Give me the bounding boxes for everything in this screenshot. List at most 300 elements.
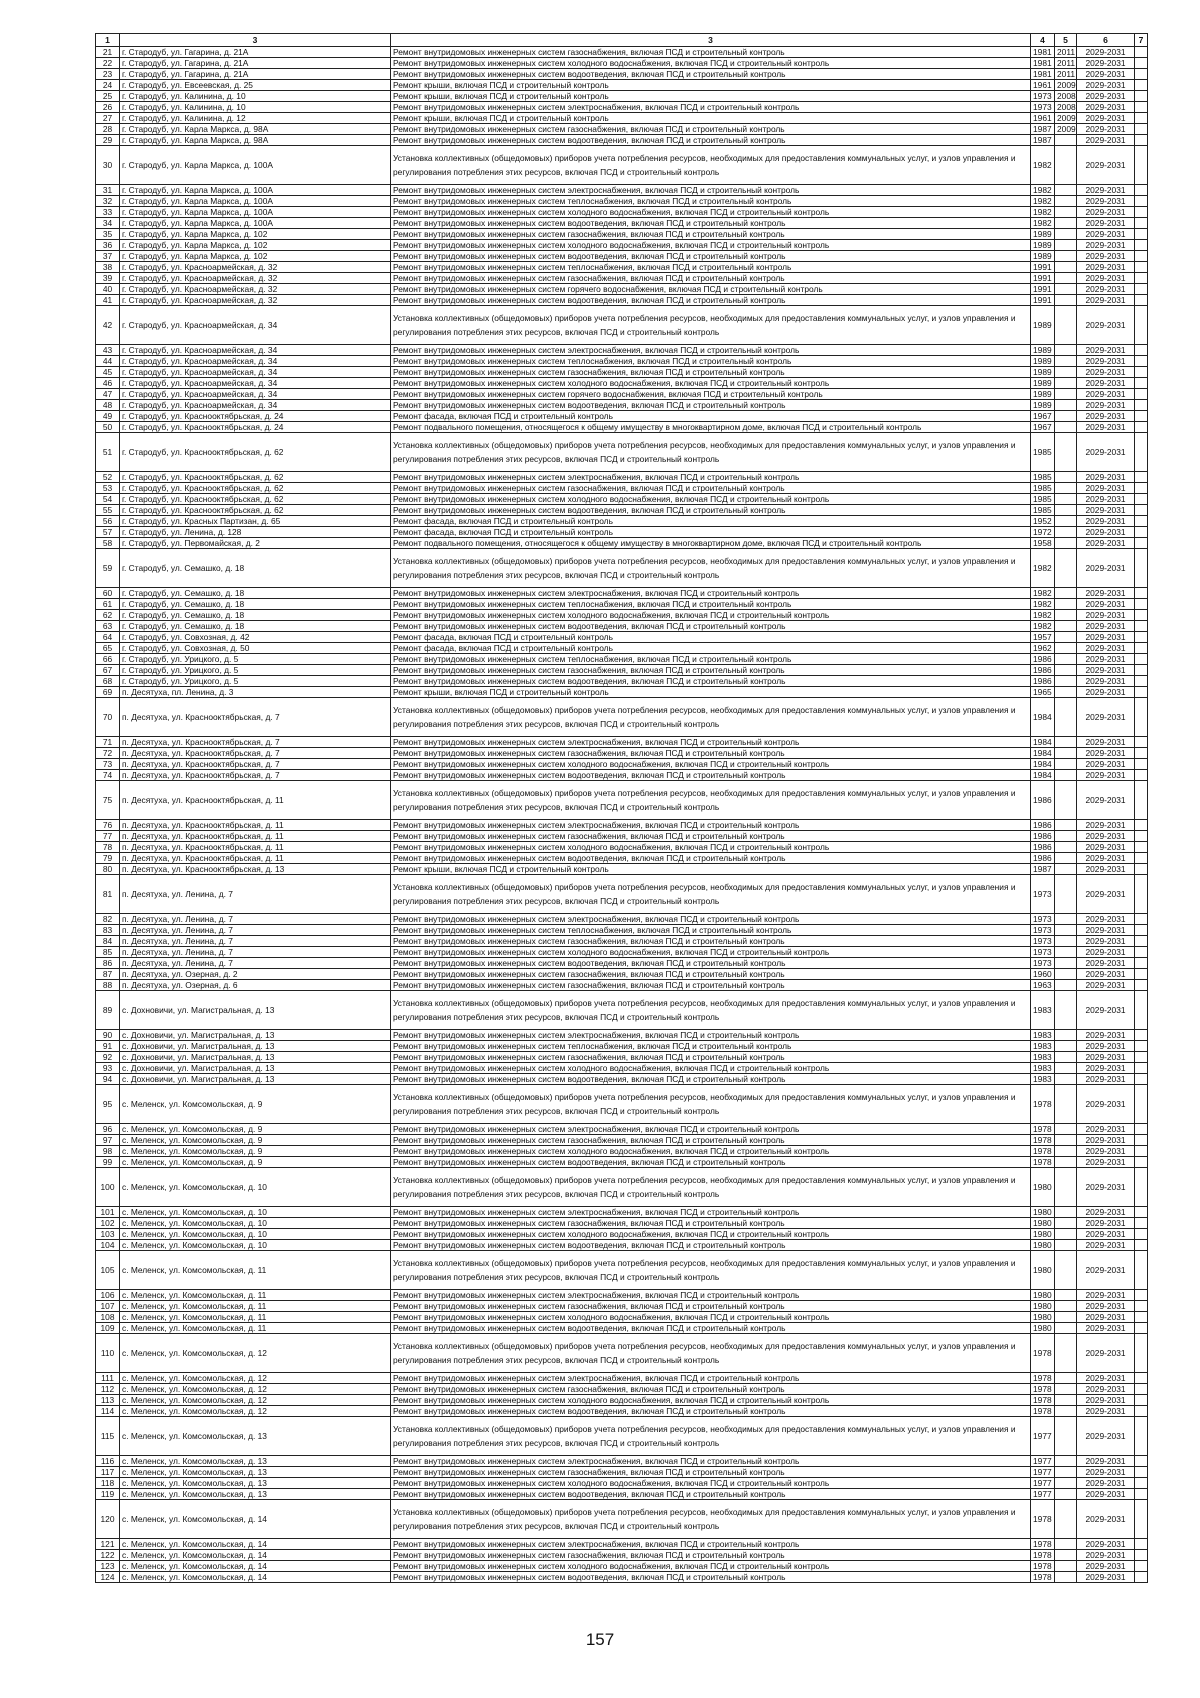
period-cell: 2029-2031	[1077, 632, 1135, 643]
address-cell: г. Стародуб, ул. Семашко, д. 18	[120, 621, 391, 632]
table-row	[96, 196, 1148, 207]
blank-cell	[1135, 925, 1148, 936]
table-row	[96, 654, 1148, 665]
blank-cell	[1135, 284, 1148, 295]
period-cell: 2029-2031	[1077, 853, 1135, 864]
table-row	[96, 1312, 1148, 1323]
work-type-cell: Ремонт внутридомовых инженерных систем холодного водоснабжения, включая ПСД и строительный контроль	[391, 1561, 1031, 1572]
row-number: 58	[96, 538, 120, 549]
blank-cell	[1135, 1334, 1148, 1373]
table-row	[96, 389, 1148, 400]
row-number: 115	[96, 1417, 120, 1456]
work-type-cell: Установка коллективных (общедомовых) приборов учета потребления ресурсов, необходимых для предоставления коммунальных услуг, и узлов управления и регулирования потребления этих ресурсов, включая ПСД и строительный контроль	[391, 991, 1031, 1030]
last-repair-year-cell	[1055, 781, 1077, 820]
build-year-cell: 1985	[1031, 433, 1055, 472]
address-cell: г. Стародуб, ул. Красноармейская, д. 34	[120, 378, 391, 389]
work-type-cell: Ремонт внутридомовых инженерных систем электроснабжения, включая ПСД и строительный контроль	[391, 1373, 1031, 1384]
last-repair-year-cell	[1055, 306, 1077, 345]
last-repair-year-cell	[1055, 1218, 1077, 1229]
row-number: 41	[96, 295, 120, 306]
last-repair-year-cell	[1055, 251, 1077, 262]
row-number: 24	[96, 80, 120, 91]
build-year-cell: 1986	[1031, 676, 1055, 687]
work-type-cell: Ремонт внутридомовых инженерных систем водоотведения, включая ПСД и строительный контроль	[391, 676, 1031, 687]
last-repair-year-cell	[1055, 1085, 1077, 1124]
header-cell: 4	[1031, 34, 1055, 47]
last-repair-year-cell	[1055, 1395, 1077, 1406]
last-repair-year-cell	[1055, 665, 1077, 676]
row-number: 61	[96, 599, 120, 610]
build-year-cell: 1978	[1031, 1406, 1055, 1417]
period-cell: 2029-2031	[1077, 1290, 1135, 1301]
table-row	[96, 400, 1148, 411]
blank-cell	[1135, 621, 1148, 632]
table-row	[96, 1207, 1148, 1218]
work-type-cell: Ремонт внутридомовых инженерных систем газоснабжения, включая ПСД и строительный контроль	[391, 1135, 1031, 1146]
period-cell: 2029-2031	[1077, 527, 1135, 538]
row-number: 47	[96, 389, 120, 400]
address-cell: с. Меленск, ул. Комсомольская, д. 14	[120, 1572, 391, 1583]
blank-cell	[1135, 698, 1148, 737]
build-year-cell: 1982	[1031, 196, 1055, 207]
build-year-cell: 1972	[1031, 527, 1055, 538]
last-repair-year-cell	[1055, 1229, 1077, 1240]
blank-cell	[1135, 91, 1148, 102]
blank-cell	[1135, 853, 1148, 864]
address-cell: г. Стародуб, ул. Карла Маркса, д. 100А	[120, 207, 391, 218]
build-year-cell: 1984	[1031, 737, 1055, 748]
work-type-cell: Ремонт внутридомовых инженерных систем электроснабжения, включая ПСД и строительный контроль	[391, 1290, 1031, 1301]
work-type-cell: Ремонт внутридомовых инженерных систем электроснабжения, включая ПСД и строительный контроль	[391, 345, 1031, 356]
address-cell: с. Меленск, ул. Комсомольская, д. 11	[120, 1251, 391, 1290]
last-repair-year-cell	[1055, 1290, 1077, 1301]
build-year-cell: 1978	[1031, 1539, 1055, 1550]
build-year-cell: 1991	[1031, 295, 1055, 306]
row-number: 94	[96, 1074, 120, 1085]
period-cell: 2029-2031	[1077, 842, 1135, 853]
table-row	[96, 1550, 1148, 1561]
last-repair-year-cell	[1055, 378, 1077, 389]
build-year-cell: 1982	[1031, 599, 1055, 610]
table-row	[96, 1218, 1148, 1229]
blank-cell	[1135, 820, 1148, 831]
address-cell: с. Меленск, ул. Комсомольская, д. 10	[120, 1207, 391, 1218]
address-cell: г. Стародуб, ул. Краснооктябрьская, д. 62	[120, 494, 391, 505]
work-type-cell: Установка коллективных (общедомовых) приборов учета потребления ресурсов, необходимых для предоставления коммунальных услуг, и узлов управления и регулирования потребления этих ресурсов, включая ПСД и строительный контроль	[391, 306, 1031, 345]
period-cell: 2029-2031	[1077, 864, 1135, 875]
work-type-cell: Ремонт внутридомовых инженерных систем водоотведения, включая ПСД и строительный контроль	[391, 1489, 1031, 1500]
address-cell: г. Стародуб, ул. Семашко, д. 18	[120, 549, 391, 588]
period-cell: 2029-2031	[1077, 102, 1135, 113]
row-number: 38	[96, 262, 120, 273]
build-year-cell: 1980	[1031, 1290, 1055, 1301]
blank-cell	[1135, 113, 1148, 124]
build-year-cell: 1989	[1031, 306, 1055, 345]
period-cell: 2029-2031	[1077, 1572, 1135, 1583]
blank-cell	[1135, 958, 1148, 969]
work-type-cell: Ремонт внутридомовых инженерных систем водоотведения, включая ПСД и строительный контроль	[391, 218, 1031, 229]
work-type-cell: Ремонт внутридомовых инженерных систем теплоснабжения, включая ПСД и строительный контроль	[391, 262, 1031, 273]
last-repair-year-cell	[1055, 654, 1077, 665]
period-cell: 2029-2031	[1077, 1052, 1135, 1063]
build-year-cell: 1978	[1031, 1146, 1055, 1157]
build-year-cell: 1957	[1031, 632, 1055, 643]
blank-cell	[1135, 1063, 1148, 1074]
period-cell: 2029-2031	[1077, 980, 1135, 991]
build-year-cell: 1982	[1031, 207, 1055, 218]
period-cell: 2029-2031	[1077, 400, 1135, 411]
row-number: 82	[96, 914, 120, 925]
last-repair-year-cell	[1055, 1157, 1077, 1168]
period-cell: 2029-2031	[1077, 1384, 1135, 1395]
address-cell: г. Стародуб, ул. Красноармейская, д. 34	[120, 306, 391, 345]
period-cell: 2029-2031	[1077, 549, 1135, 588]
header-row	[96, 34, 1148, 47]
build-year-cell: 1989	[1031, 229, 1055, 240]
row-number: 117	[96, 1467, 120, 1478]
blank-cell	[1135, 1467, 1148, 1478]
blank-cell	[1135, 1168, 1148, 1207]
address-cell: с. Меленск, ул. Комсомольская, д. 14	[120, 1561, 391, 1572]
row-number: 71	[96, 737, 120, 748]
period-cell: 2029-2031	[1077, 538, 1135, 549]
address-cell: с. Дохновичи, ул. Магистральная, д. 13	[120, 1041, 391, 1052]
row-number: 78	[96, 842, 120, 853]
last-repair-year-cell	[1055, 914, 1077, 925]
address-cell: с. Меленск, ул. Комсомольская, д. 13	[120, 1489, 391, 1500]
period-cell: 2029-2031	[1077, 759, 1135, 770]
table-row	[96, 1063, 1148, 1074]
row-number: 76	[96, 820, 120, 831]
period-cell: 2029-2031	[1077, 947, 1135, 958]
work-type-cell: Ремонт внутридомовых инженерных систем газоснабжения, включая ПСД и строительный контроль	[391, 969, 1031, 980]
build-year-cell: 1965	[1031, 687, 1055, 698]
row-number: 93	[96, 1063, 120, 1074]
table-row	[96, 1157, 1148, 1168]
address-cell: п. Десятуха, ул. Озерная, д. 6	[120, 980, 391, 991]
period-cell: 2029-2031	[1077, 1406, 1135, 1417]
table-row	[96, 1334, 1148, 1373]
address-cell: г. Стародуб, ул. Карла Маркса, д. 100А	[120, 146, 391, 185]
work-type-cell: Ремонт внутридомовых инженерных систем водоотведения, включая ПСД и строительный контроль	[391, 1074, 1031, 1085]
period-cell: 2029-2031	[1077, 1085, 1135, 1124]
table-row	[96, 875, 1148, 914]
work-type-cell: Ремонт внутридомовых инженерных систем теплоснабжения, включая ПСД и строительный контроль	[391, 599, 1031, 610]
work-type-cell: Ремонт внутридомовых инженерных систем водоотведения, включая ПСД и строительный контроль	[391, 69, 1031, 80]
work-type-cell: Ремонт внутридомовых инженерных систем горячего водоснабжения, включая ПСД и строительный контроль	[391, 389, 1031, 400]
row-number: 104	[96, 1240, 120, 1251]
row-number: 33	[96, 207, 120, 218]
last-repair-year-cell	[1055, 1478, 1077, 1489]
work-type-cell: Установка коллективных (общедомовых) приборов учета потребления ресурсов, необходимых для предоставления коммунальных услуг, и узлов управления и регулирования потребления этих ресурсов, включая ПСД и строительный контроль	[391, 1168, 1031, 1207]
address-cell: п. Десятуха, ул. Ленина, д. 7	[120, 936, 391, 947]
period-cell: 2029-2031	[1077, 1395, 1135, 1406]
table-row	[96, 1146, 1148, 1157]
table-row	[96, 737, 1148, 748]
table-row	[96, 632, 1148, 643]
period-cell: 2029-2031	[1077, 389, 1135, 400]
build-year-cell: 1989	[1031, 389, 1055, 400]
last-repair-year-cell	[1055, 1334, 1077, 1373]
period-cell: 2029-2031	[1077, 665, 1135, 676]
blank-cell	[1135, 1312, 1148, 1323]
work-type-cell: Ремонт внутридомовых инженерных систем газоснабжения, включая ПСД и строительный контроль	[391, 483, 1031, 494]
build-year-cell: 1978	[1031, 1572, 1055, 1583]
address-cell: п. Десятуха, ул. Ленина, д. 7	[120, 914, 391, 925]
blank-cell	[1135, 665, 1148, 676]
table-row	[96, 820, 1148, 831]
build-year-cell: 1989	[1031, 367, 1055, 378]
build-year-cell: 1980	[1031, 1240, 1055, 1251]
work-type-cell: Ремонт подвального помещения, относящегося к общему имуществу в многоквартирном доме, включая ПСД и строительный контроль	[391, 538, 1031, 549]
build-year-cell: 1977	[1031, 1417, 1055, 1456]
address-cell: г. Стародуб, ул. Урицкого, д. 5	[120, 676, 391, 687]
address-cell: г. Стародуб, ул. Карла Маркса, д. 98А	[120, 135, 391, 146]
blank-cell	[1135, 1417, 1148, 1456]
row-number: 112	[96, 1384, 120, 1395]
table-row	[96, 1467, 1148, 1478]
address-cell: с. Меленск, ул. Комсомольская, д. 10	[120, 1240, 391, 1251]
work-type-cell: Ремонт внутридомовых инженерных систем водоотведения, включая ПСД и строительный контроль	[391, 1157, 1031, 1168]
row-number: 102	[96, 1218, 120, 1229]
work-type-cell: Ремонт внутридомовых инженерных систем горячего водоснабжения, включая ПСД и строительный контроль	[391, 284, 1031, 295]
last-repair-year-cell	[1055, 1041, 1077, 1052]
build-year-cell: 1982	[1031, 610, 1055, 621]
address-cell: г. Стародуб, ул. Краснооктябрьская, д. 62	[120, 483, 391, 494]
last-repair-year-cell	[1055, 1572, 1077, 1583]
build-year-cell: 1986	[1031, 842, 1055, 853]
blank-cell	[1135, 207, 1148, 218]
build-year-cell: 1977	[1031, 1489, 1055, 1500]
period-cell: 2029-2031	[1077, 196, 1135, 207]
blank-cell	[1135, 1218, 1148, 1229]
work-type-cell: Ремонт внутридомовых инженерных систем водоотведения, включая ПСД и строительный контроль	[391, 505, 1031, 516]
blank-cell	[1135, 505, 1148, 516]
work-type-cell: Ремонт фасада, включая ПСД и строительный контроль	[391, 643, 1031, 654]
work-type-cell: Ремонт внутридомовых инженерных систем газоснабжения, включая ПСД и строительный контроль	[391, 1218, 1031, 1229]
work-type-cell: Ремонт внутридомовых инженерных систем электроснабжения, включая ПСД и строительный контроль	[391, 914, 1031, 925]
period-cell: 2029-2031	[1077, 378, 1135, 389]
work-type-cell: Ремонт внутридомовых инженерных систем холодного водоснабжения, включая ПСД и строительный контроль	[391, 378, 1031, 389]
last-repair-year-cell	[1055, 687, 1077, 698]
work-type-cell: Ремонт внутридомовых инженерных систем электроснабжения, включая ПСД и строительный контроль	[391, 737, 1031, 748]
work-type-cell: Ремонт внутридомовых инженерных систем холодного водоснабжения, включая ПСД и строительный контроль	[391, 207, 1031, 218]
last-repair-year-cell	[1055, 621, 1077, 632]
blank-cell	[1135, 980, 1148, 991]
build-year-cell: 1980	[1031, 1251, 1055, 1290]
blank-cell	[1135, 378, 1148, 389]
period-cell: 2029-2031	[1077, 588, 1135, 599]
work-type-cell: Установка коллективных (общедомовых) приборов учета потребления ресурсов, необходимых для предоставления коммунальных услуг, и узлов управления и регулирования потребления этих ресурсов, включая ПСД и строительный контроль	[391, 1500, 1031, 1539]
build-year-cell: 1980	[1031, 1207, 1055, 1218]
address-cell: г. Стародуб, ул. Гагарина, д. 21А	[120, 58, 391, 69]
table-row	[96, 676, 1148, 687]
table-row	[96, 610, 1148, 621]
period-cell: 2029-2031	[1077, 1124, 1135, 1135]
work-type-cell: Ремонт внутридомовых инженерных систем водоотведения, включая ПСД и строительный контроль	[391, 1572, 1031, 1583]
work-type-cell: Ремонт внутридомовых инженерных систем электроснабжения, включая ПСД и строительный контроль	[391, 1539, 1031, 1550]
address-cell: с. Меленск, ул. Комсомольская, д. 12	[120, 1395, 391, 1406]
blank-cell	[1135, 356, 1148, 367]
period-cell: 2029-2031	[1077, 676, 1135, 687]
blank-cell	[1135, 1539, 1148, 1550]
last-repair-year-cell	[1055, 1030, 1077, 1041]
address-cell: г. Стародуб, ул. Краснооктябрьская, д. 24	[120, 422, 391, 433]
last-repair-year-cell	[1055, 632, 1077, 643]
address-cell: п. Десятуха, ул. Краснооктябрьская, д. 11	[120, 831, 391, 842]
table-row	[96, 218, 1148, 229]
period-cell: 2029-2031	[1077, 1157, 1135, 1168]
build-year-cell: 1980	[1031, 1301, 1055, 1312]
address-cell: п. Десятуха, ул. Краснооктябрьская, д. 11	[120, 853, 391, 864]
page-number: 157	[585, 1630, 615, 1649]
row-number: 37	[96, 251, 120, 262]
row-number: 28	[96, 124, 120, 135]
last-repair-year-cell	[1055, 599, 1077, 610]
schedule-table	[95, 33, 1148, 1583]
blank-cell	[1135, 1301, 1148, 1312]
last-repair-year-cell: 2011	[1055, 58, 1077, 69]
build-year-cell: 1963	[1031, 980, 1055, 991]
period-cell: 2029-2031	[1077, 1489, 1135, 1500]
period-cell: 2029-2031	[1077, 47, 1135, 58]
last-repair-year-cell	[1055, 1124, 1077, 1135]
work-type-cell: Ремонт внутридомовых инженерных систем газоснабжения, включая ПСД и строительный контроль	[391, 1301, 1031, 1312]
blank-cell	[1135, 422, 1148, 433]
row-number: 74	[96, 770, 120, 781]
last-repair-year-cell	[1055, 1052, 1077, 1063]
blank-cell	[1135, 433, 1148, 472]
work-type-cell: Ремонт внутридомовых инженерных систем водоотведения, включая ПСД и строительный контроль	[391, 621, 1031, 632]
blank-cell	[1135, 610, 1148, 621]
table-row	[96, 599, 1148, 610]
last-repair-year-cell	[1055, 527, 1077, 538]
last-repair-year-cell: 2008	[1055, 91, 1077, 102]
address-cell: с. Меленск, ул. Комсомольская, д. 11	[120, 1312, 391, 1323]
table-row	[96, 1229, 1148, 1240]
last-repair-year-cell	[1055, 643, 1077, 654]
build-year-cell: 1987	[1031, 135, 1055, 146]
address-cell: г. Стародуб, ул. Евсеевская, д. 25	[120, 80, 391, 91]
row-number: 107	[96, 1301, 120, 1312]
table-row	[96, 549, 1148, 588]
table-row	[96, 124, 1148, 135]
build-year-cell: 1991	[1031, 284, 1055, 295]
last-repair-year-cell	[1055, 1489, 1077, 1500]
last-repair-year-cell	[1055, 1406, 1077, 1417]
period-cell: 2029-2031	[1077, 1500, 1135, 1539]
blank-cell	[1135, 80, 1148, 91]
table-row	[96, 621, 1148, 632]
blank-cell	[1135, 1052, 1148, 1063]
period-cell: 2029-2031	[1077, 240, 1135, 251]
last-repair-year-cell	[1055, 356, 1077, 367]
period-cell: 2029-2031	[1077, 831, 1135, 842]
period-cell: 2029-2031	[1077, 1312, 1135, 1323]
blank-cell	[1135, 1157, 1148, 1168]
row-number: 42	[96, 306, 120, 345]
work-type-cell: Ремонт внутридомовых инженерных систем водоотведения, включая ПСД и строительный контроль	[391, 770, 1031, 781]
last-repair-year-cell: 2009	[1055, 124, 1077, 135]
work-type-cell: Установка коллективных (общедомовых) приборов учета потребления ресурсов, необходимых для предоставления коммунальных услуг, и узлов управления и регулирования потребления этих ресурсов, включая ПСД и строительный контроль	[391, 1085, 1031, 1124]
last-repair-year-cell	[1055, 748, 1077, 759]
work-type-cell: Ремонт внутридомовых инженерных систем водоотведения, включая ПСД и строительный контроль	[391, 1406, 1031, 1417]
work-type-cell: Ремонт внутридомовых инженерных систем холодного водоснабжения, включая ПСД и строительный контроль	[391, 759, 1031, 770]
row-number: 35	[96, 229, 120, 240]
table-row	[96, 687, 1148, 698]
period-cell: 2029-2031	[1077, 1146, 1135, 1157]
row-number: 51	[96, 433, 120, 472]
build-year-cell: 1978	[1031, 1157, 1055, 1168]
last-repair-year-cell	[1055, 389, 1077, 400]
address-cell: п. Десятуха, ул. Краснооктябрьская, д. 13	[120, 864, 391, 875]
address-cell: г. Стародуб, ул. Красноармейская, д. 32	[120, 273, 391, 284]
row-number: 56	[96, 516, 120, 527]
row-number: 108	[96, 1312, 120, 1323]
build-year-cell: 1981	[1031, 58, 1055, 69]
last-repair-year-cell	[1055, 853, 1077, 864]
table-row	[96, 1251, 1148, 1290]
period-cell: 2029-2031	[1077, 1063, 1135, 1074]
work-type-cell: Ремонт внутридомовых инженерных систем газоснабжения, включая ПСД и строительный контроль	[391, 936, 1031, 947]
table-row	[96, 58, 1148, 69]
row-number: 118	[96, 1478, 120, 1489]
last-repair-year-cell	[1055, 367, 1077, 378]
address-cell: с. Меленск, ул. Комсомольская, д. 12	[120, 1334, 391, 1373]
table-row	[96, 262, 1148, 273]
work-type-cell: Ремонт фасада, включая ПСД и строительный контроль	[391, 632, 1031, 643]
table-row	[96, 991, 1148, 1030]
build-year-cell: 1980	[1031, 1168, 1055, 1207]
address-cell: с. Меленск, ул. Комсомольская, д. 14	[120, 1550, 391, 1561]
table-row	[96, 1041, 1148, 1052]
row-number: 85	[96, 947, 120, 958]
work-type-cell: Установка коллективных (общедомовых) приборов учета потребления ресурсов, необходимых для предоставления коммунальных услуг, и узлов управления и регулирования потребления этих ресурсов, включая ПСД и строительный контроль	[391, 1334, 1031, 1373]
blank-cell	[1135, 936, 1148, 947]
last-repair-year-cell	[1055, 1500, 1077, 1539]
address-cell: п. Десятуха, пл. Ленина, д. 3	[120, 687, 391, 698]
table-row	[96, 433, 1148, 472]
last-repair-year-cell	[1055, 229, 1077, 240]
address-cell: с. Меленск, ул. Комсомольская, д. 9	[120, 1085, 391, 1124]
row-number: 62	[96, 610, 120, 621]
work-type-cell: Ремонт внутридомовых инженерных систем газоснабжения, включая ПСД и строительный контроль	[391, 124, 1031, 135]
table-row	[96, 914, 1148, 925]
row-number: 69	[96, 687, 120, 698]
build-year-cell: 1980	[1031, 1229, 1055, 1240]
period-cell: 2029-2031	[1077, 621, 1135, 632]
table-row	[96, 411, 1148, 422]
address-cell: г. Стародуб, ул. Урицкого, д. 5	[120, 665, 391, 676]
work-type-cell: Ремонт внутридомовых инженерных систем холодного водоснабжения, включая ПСД и строительный контроль	[391, 842, 1031, 853]
work-type-cell: Ремонт внутридомовых инженерных систем водоотведения, включая ПСД и строительный контроль	[391, 135, 1031, 146]
row-number: 101	[96, 1207, 120, 1218]
last-repair-year-cell	[1055, 494, 1077, 505]
blank-cell	[1135, 516, 1148, 527]
table-row	[96, 295, 1148, 306]
work-type-cell: Ремонт внутридомовых инженерных систем газоснабжения, включая ПСД и строительный контроль	[391, 980, 1031, 991]
row-number: 114	[96, 1406, 120, 1417]
address-cell: п. Десятуха, ул. Озерная, д. 2	[120, 969, 391, 980]
blank-cell	[1135, 218, 1148, 229]
table-row	[96, 698, 1148, 737]
address-cell: г. Стародуб, ул. Карла Маркса, д. 100А	[120, 196, 391, 207]
build-year-cell: 1973	[1031, 102, 1055, 113]
table-row	[96, 1456, 1148, 1467]
address-cell: с. Меленск, ул. Комсомольская, д. 11	[120, 1301, 391, 1312]
table-row	[96, 936, 1148, 947]
row-number: 64	[96, 632, 120, 643]
